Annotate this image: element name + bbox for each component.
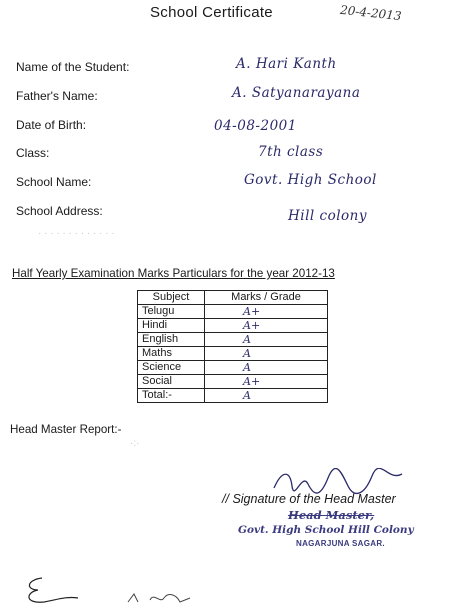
dob-value: 04-08-2001: [214, 118, 297, 134]
signature-label-text: Signature of the Head Master: [232, 492, 396, 506]
head-master-report-label: Head Master Report:-: [10, 423, 122, 436]
issue-date: 20-4-2013: [339, 2, 403, 24]
table-row: [138, 361, 328, 375]
school-name-label: School Name:: [16, 175, 92, 189]
parent-signature-icon: [22, 574, 82, 606]
marks-table-header-row: [138, 291, 328, 305]
subject-cell: Telugu: [138, 305, 205, 319]
school-address-value: Hill colony: [288, 208, 367, 224]
faint-smudge: ·:·: [130, 438, 140, 449]
grade-cell: A+: [205, 305, 328, 319]
class-label: Class:: [16, 146, 50, 160]
signature-label: [222, 492, 396, 506]
table-row: [138, 389, 328, 403]
grade-cell: A: [205, 333, 328, 347]
school-address-label: School Address:: [16, 204, 103, 218]
subject-cell: Total:-: [138, 389, 205, 403]
document-title: School Certificate: [150, 4, 273, 21]
dob-label: Date of Birth:: [16, 118, 87, 132]
grade-cell: A+: [205, 319, 328, 333]
subject-cell: Maths: [138, 347, 205, 361]
faint-smudge: · · · · · · · · · · · · ·: [38, 228, 115, 239]
stamp-place: NAGARJUNA SAGAR.: [296, 539, 385, 548]
marks-heading: Half Yearly Examination Marks Particulars for the year 2012-13: [12, 267, 335, 280]
subject-cell: Hindi: [138, 319, 205, 333]
student-name-value: A. Hari Kanth: [236, 56, 337, 72]
grade-cell: A: [205, 361, 328, 375]
column-header-subject: Subject: [138, 291, 205, 305]
grade-cell: A: [205, 389, 328, 403]
school-name-value: Govt. High School: [244, 172, 377, 188]
column-header-grade: Marks / Grade: [205, 291, 328, 305]
subject-cell: Science: [138, 361, 205, 375]
subject-cell: Social: [138, 375, 205, 389]
table-row: [138, 319, 328, 333]
grade-cell: A+: [205, 375, 328, 389]
stamp-school: Govt. High School Hill Colony: [238, 524, 414, 536]
father-name-label: Father's Name:: [16, 89, 98, 103]
subject-cell: English: [138, 333, 205, 347]
class-value: 7th class: [258, 144, 324, 160]
table-row: [138, 375, 328, 389]
signature-mark-icon: //: [222, 492, 229, 506]
stamp-title: Head Master,: [288, 508, 375, 522]
table-row: [138, 305, 328, 319]
table-row: [138, 333, 328, 347]
table-row: [138, 347, 328, 361]
student-name-label: Name of the Student:: [16, 60, 130, 74]
father-name-value: A. Satyanarayana: [232, 85, 361, 101]
marks-table: [137, 290, 328, 403]
grade-cell: A: [205, 347, 328, 361]
teacher-signature-icon: [124, 588, 194, 608]
